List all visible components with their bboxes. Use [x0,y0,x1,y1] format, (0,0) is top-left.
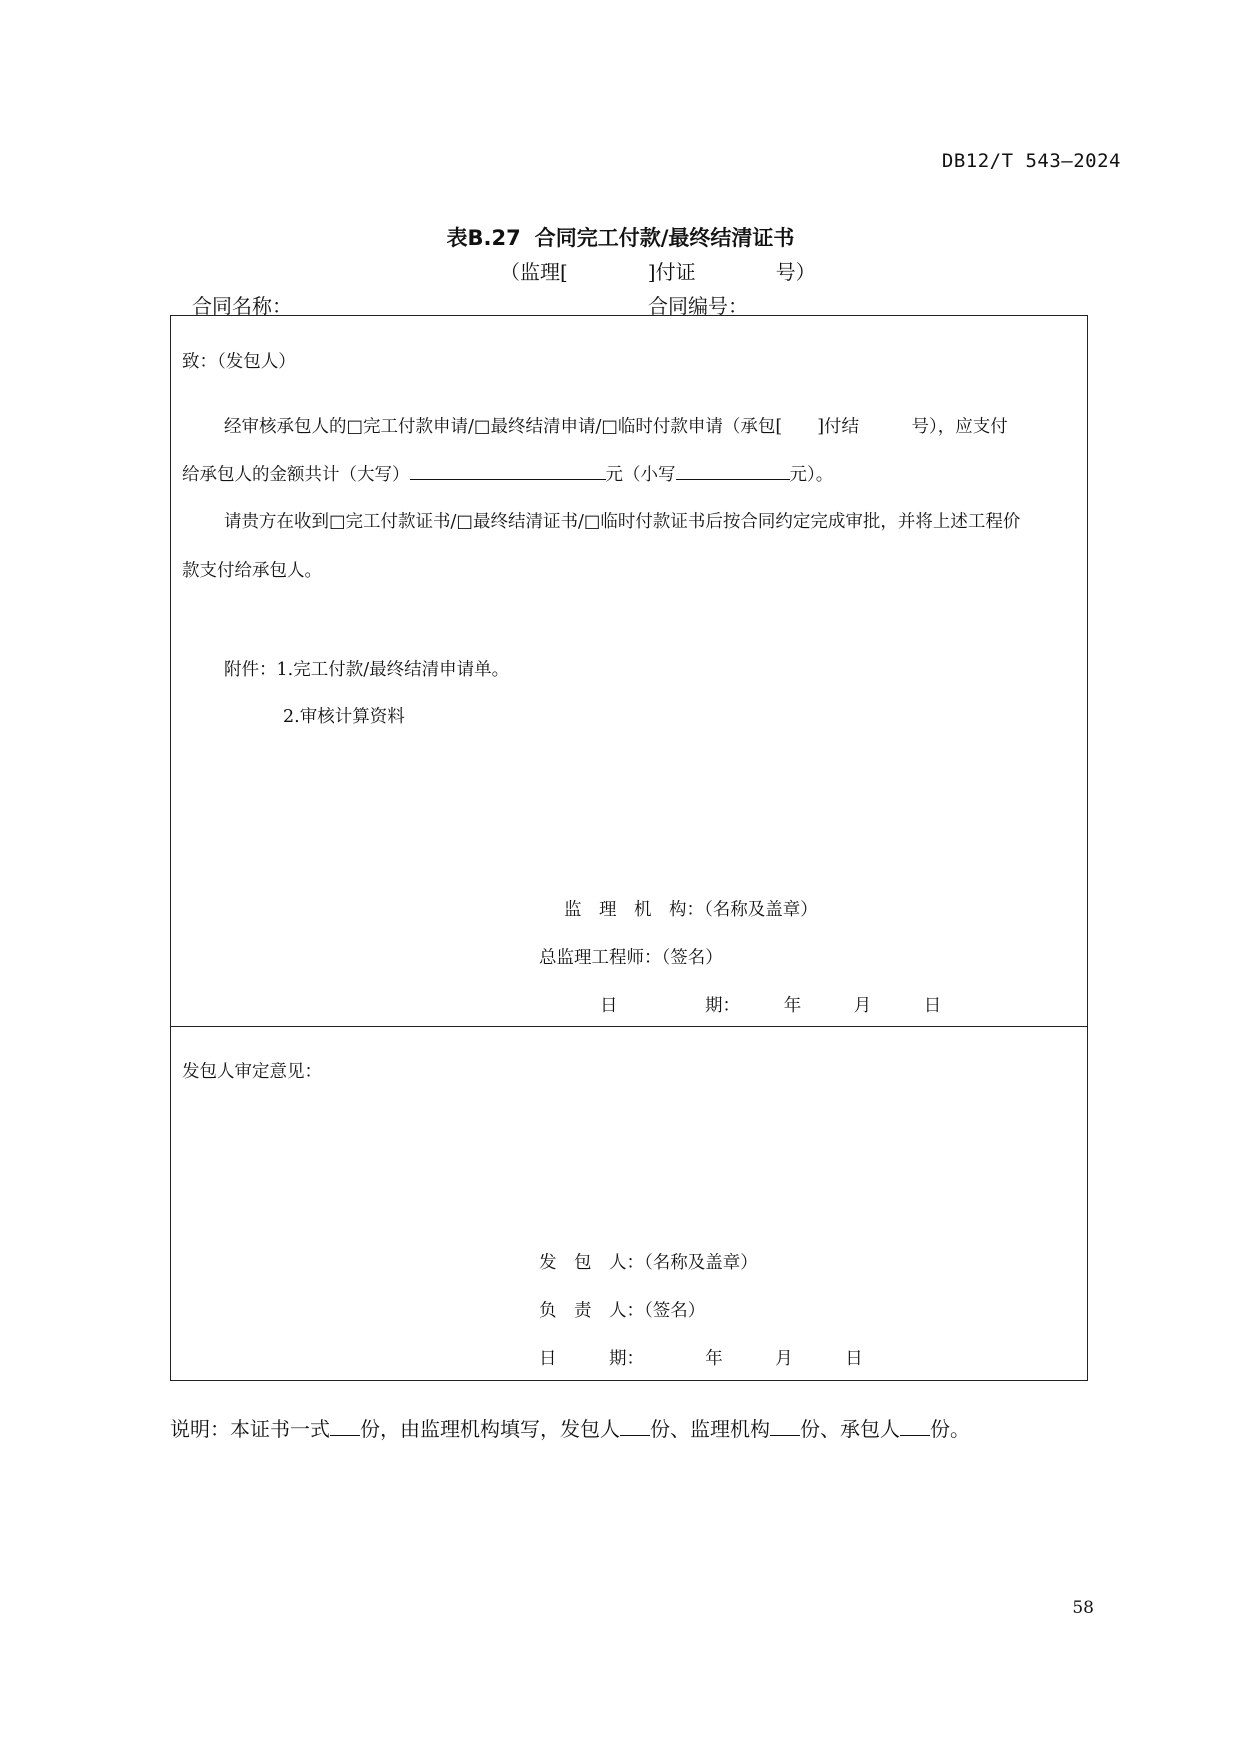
contract-no-label: 合同编号： [648,294,748,318]
to-label: 致：（发包人） [182,352,296,372]
employer-opinion-label: 发包人审定意见： [182,1062,322,1082]
amount-lowercase-blank[interactable] [676,462,790,481]
copies-note [170,1413,970,1442]
note-part-4: 份、承包人 [800,1417,900,1441]
para1-line2 [182,461,833,486]
copies-supervisor-blank[interactable] [770,1415,800,1436]
para2-line1: 请贵方在收到□完工付款证书/□最终结清证书/□临时付款证书后按合同约定完成审批，并将上述工程价 [224,512,1021,532]
attachment-2: 2.审核计算资料 [283,707,405,727]
supervisor-org-label: 监 理 机 构：（名称及盖章） [564,900,818,920]
copies-total-blank[interactable] [330,1415,360,1436]
responsible-person-label: 负 责 人：（签名） [539,1301,706,1321]
section1-date-label: 日 期： 年 月 日 [600,996,942,1016]
form-subtitle: （监理[ ]付证 号） [500,260,816,284]
amount-uppercase-blank[interactable] [410,462,606,481]
contract-name-label: 合同名称： [192,294,292,318]
attachment-1: 附件：1.完工付款/最终结清申请单。 [224,660,510,680]
amount-uppercase-label: 给承包人的金额共计（大写） [182,465,410,485]
section2-date-label: 日 期： 年 月 日 [539,1349,863,1369]
supervisor-section [170,315,1088,1027]
employer-section [170,1026,1088,1381]
page-number: 58 [1072,1598,1094,1618]
amount-suffix: 元）。 [789,465,834,485]
amount-lowercase-label: 元（小写 [605,465,676,485]
note-part-3: 份、监理机构 [650,1417,770,1441]
chief-engineer-label: 总监理工程师：（签名） [539,948,723,968]
copies-contractor-blank[interactable] [900,1415,930,1436]
copies-employer-blank[interactable] [620,1415,650,1436]
para1-line1: 经审核承包人的□完工付款申请/□最终结清申请/□临时付款申请（承包[ ]付结 号），应支付 [224,417,1008,437]
employer-label: 发 包 人：（名称及盖章） [539,1253,758,1273]
note-part-5: 份。 [930,1417,970,1441]
note-part-1: 说明：本证书一式 [170,1417,330,1441]
table-number: 表B.27 [446,226,521,250]
form-title [0,222,1241,252]
note-part-2: 份，由监理机构填写，发包人 [360,1417,620,1441]
standard-code: DB12/T 543—2024 [941,150,1121,172]
form-title-text: 合同完工付款/最终结清证书 [534,226,795,250]
para2-line2: 款支付给承包人。 [182,561,322,581]
